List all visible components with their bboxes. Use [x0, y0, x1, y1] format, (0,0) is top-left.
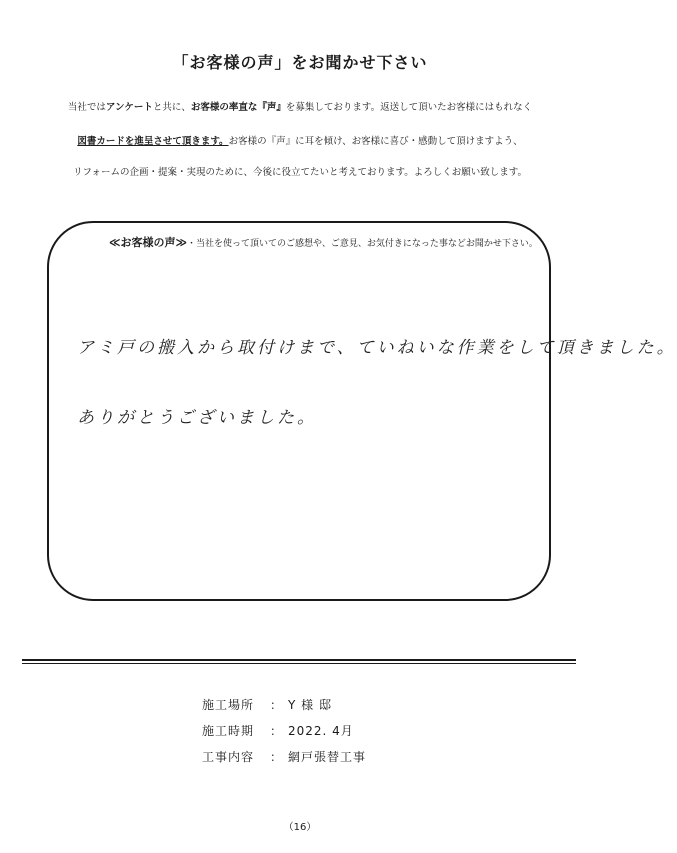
- info-label: 施工場所: [202, 698, 255, 712]
- handwritten-line-1: アミ戸の搬入から取付けまで、ていねいな作業をして頂きました。: [77, 338, 677, 358]
- info-separator: ：: [270, 724, 284, 738]
- info-separator: ：: [270, 750, 284, 764]
- info-value: 網戸張替工事: [288, 750, 367, 764]
- info-value: Y 様 邸: [288, 698, 332, 712]
- voice-note: ・当社を使って頂いてのご感想や、ご意見、お気付きになった事などお聞かせ下さい。: [187, 239, 538, 249]
- intro-text: と共に、: [152, 102, 191, 113]
- intro-line-1: [60, 103, 540, 113]
- intro-underlined: 図書カードを進呈させて頂きます。: [77, 136, 229, 147]
- info-row-location: [202, 696, 332, 713]
- intro-text: お客様の『声』に耳を傾け、お客様に喜び・感動して頂けますよう、: [228, 136, 523, 147]
- intro-text: 当社では: [67, 102, 106, 113]
- divider-rule: [22, 659, 576, 661]
- divider-rule-thin: [22, 663, 576, 664]
- customer-voice-box: [47, 221, 677, 601]
- page-number: （16）: [283, 822, 317, 833]
- intro-text: を募集しております。返送して頂いたお客様にはもれなく: [285, 102, 533, 113]
- info-row-date: [202, 722, 354, 739]
- info-row-work: [202, 748, 366, 765]
- intro-line-3: リフォームの企画・提案・実現のために、今後に役立てたいと考えております。よろしくお願い致します。: [72, 167, 527, 178]
- voice-heading: ≪お客様の声≫: [109, 236, 188, 249]
- info-value: 2022. 4月: [288, 724, 354, 738]
- info-label: 施工時期: [202, 724, 255, 738]
- info-separator: ：: [270, 698, 284, 712]
- voice-box-header: [109, 234, 538, 250]
- page-title: 「お客様の声」をお聞かせ下さい: [172, 53, 428, 72]
- info-label: 工事内容: [202, 750, 255, 764]
- intro-emphasis: アンケート: [105, 102, 153, 113]
- intro-emphasis: お客様の率直な『声』: [190, 102, 286, 113]
- intro-line-2: [60, 137, 540, 147]
- handwritten-line-2: ありがとうございました。: [77, 408, 317, 428]
